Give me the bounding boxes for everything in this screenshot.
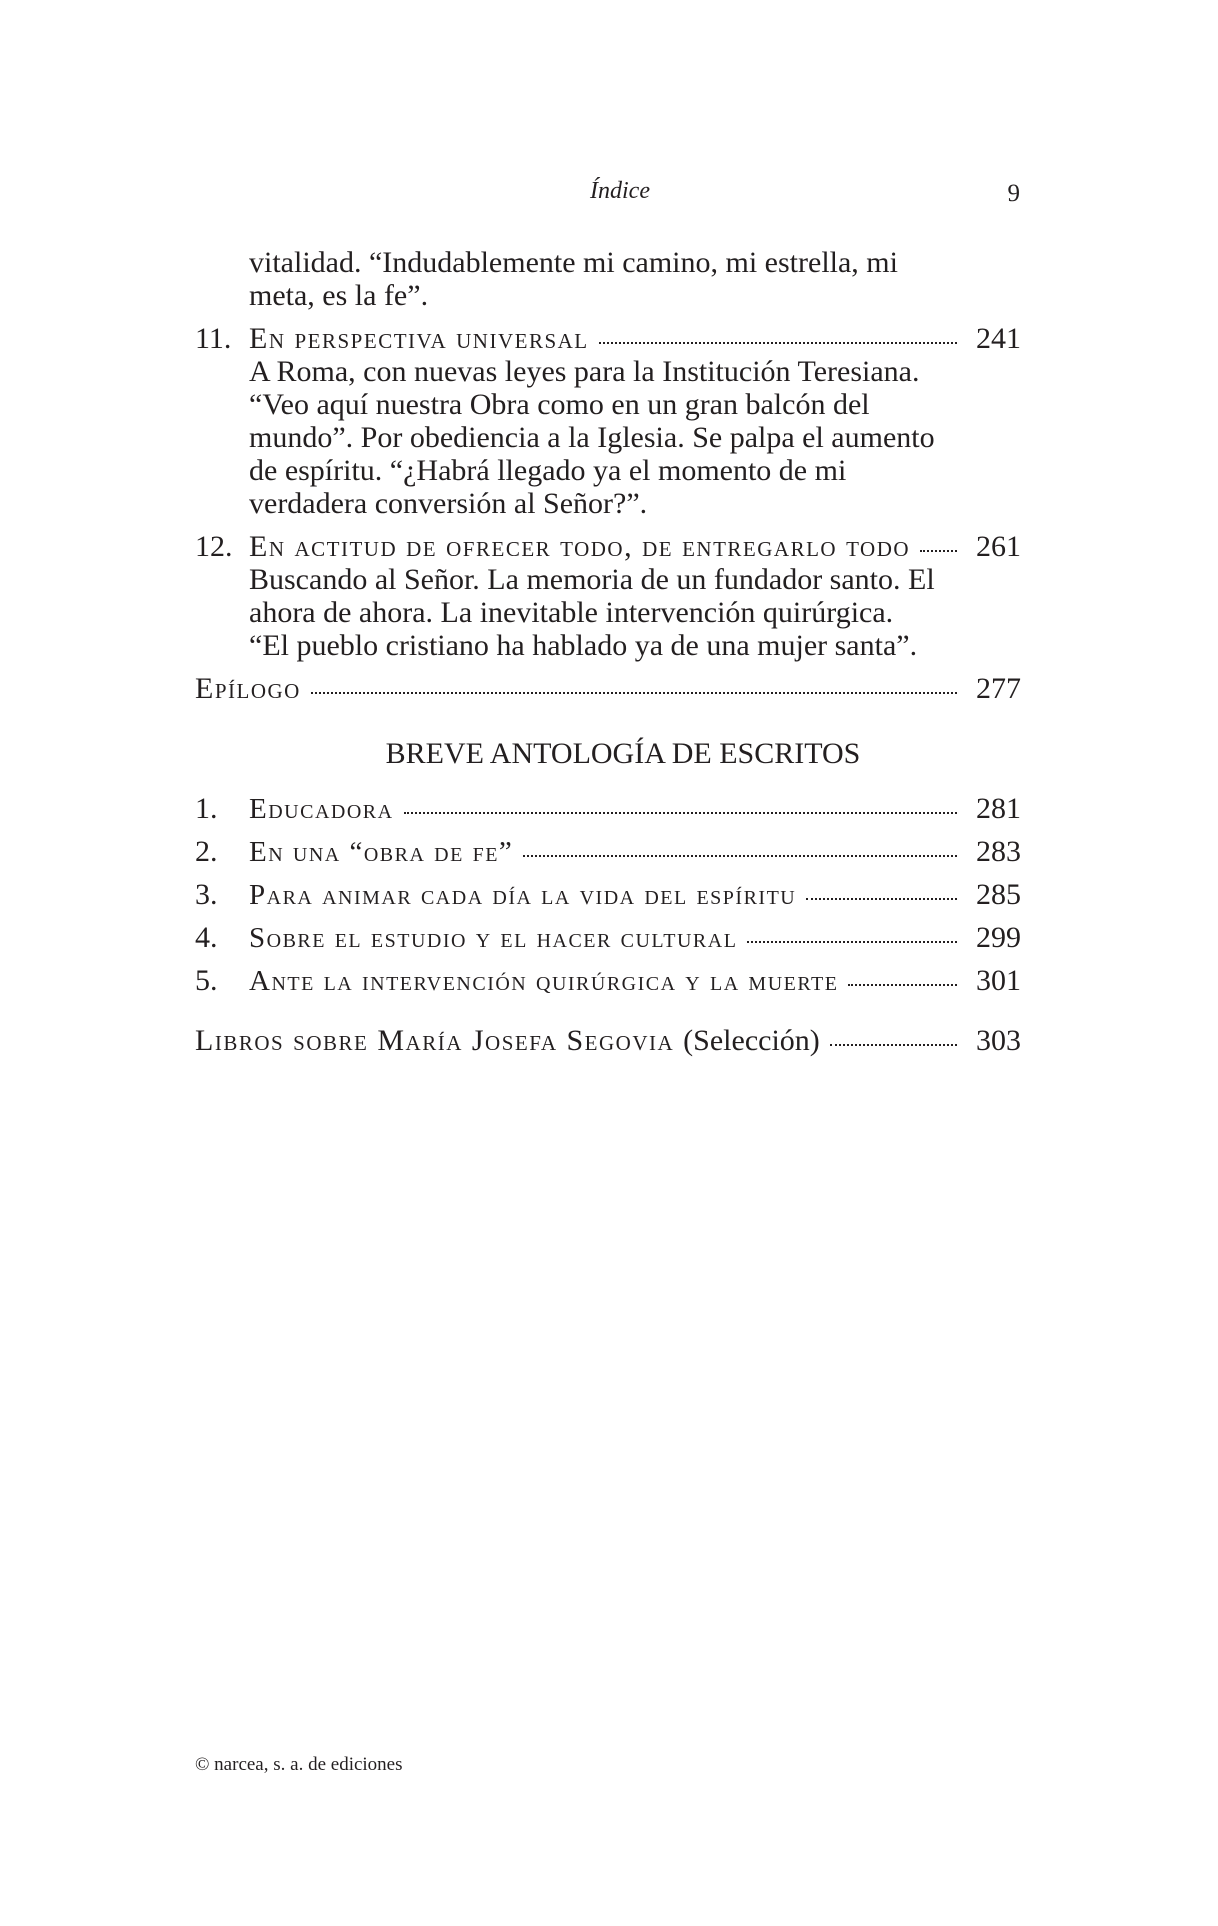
toc-entry [195, 322, 1021, 355]
dot-leader [848, 984, 957, 986]
libros-title-text: Libros sobre María Josefa Segovia [195, 1024, 675, 1057]
continuation-text: vitalidad. “Indudablemente mi camino, mi estrella, mi meta, es la fe”. [249, 246, 898, 312]
dot-leader [830, 1044, 957, 1046]
libros-title [195, 1024, 820, 1057]
toc-chapter-11 [195, 322, 1021, 520]
anthology-item [195, 964, 1021, 998]
anthology-item [195, 921, 1021, 955]
anthology-item [195, 878, 1021, 912]
running-title: Índice [590, 178, 650, 204]
anthology-item [195, 835, 1021, 869]
epilogo-page: 277 [976, 672, 1021, 705]
chapter-description: Buscando al Señor. La memoria de un fundador santo. El ahora de ahora. La inevitable intervención quirúrgica. “El pueblo cristiano ha hablado ya de una mujer santa”. [249, 563, 935, 662]
dot-leader [747, 941, 957, 943]
dot-leader [404, 812, 957, 814]
dot-leader [920, 550, 957, 552]
dot-leader [599, 342, 957, 344]
libros-title-suffix: (Selección) [683, 1024, 820, 1057]
item-title: Ante la intervención quirúrgica y la muerte [249, 965, 839, 997]
toc-chapter-12 [195, 530, 1021, 662]
chapter-page: 241 [976, 322, 1021, 355]
item-number: 5. [195, 964, 218, 997]
toc-entry [195, 530, 1021, 563]
anthology-heading: BREVE ANTOLOGÍA DE ESCRITOS [385, 737, 861, 770]
item-page: 283 [976, 835, 1021, 868]
chapter-title: En perspectiva universal [249, 322, 589, 355]
item-title: Sobre el estudio y el hacer cultural [249, 922, 738, 954]
anthology-item [195, 792, 1021, 826]
dot-leader [311, 692, 957, 694]
table-of-contents [195, 246, 1021, 1057]
item-title: Para animar cada día la vida del espíritu [249, 879, 797, 911]
item-page: 281 [976, 792, 1021, 825]
item-number: 1. [195, 792, 218, 825]
item-number: 4. [195, 921, 218, 954]
dot-leader [806, 898, 957, 900]
chapter-description: A Roma, con nuevas leyes para la Institución Teresiana. “Veo aquí nuestra Obra como en un gran balcón del mundo”. Por obediencia a la Iglesia. Se palpa el aumento de espíritu. “¿Habrá llegado ya el momento de mi verdadera conversión al Señor?”. [249, 355, 935, 520]
item-page: 299 [976, 921, 1021, 954]
anthology-list [195, 792, 1021, 998]
chapter-number: 12. [195, 530, 233, 563]
page-number: 9 [1007, 180, 1020, 207]
dot-leader [523, 855, 957, 857]
toc-epilogo [195, 672, 1021, 705]
chapter-title: En actitud de ofrecer todo, de entregarlo todo [249, 530, 911, 563]
item-number: 2. [195, 835, 218, 868]
item-title: Educadora [249, 793, 394, 825]
libros-page: 303 [976, 1024, 1021, 1057]
chapter-page: 261 [976, 530, 1021, 563]
copyright-notice: © narcea, s. a. de ediciones [195, 1754, 403, 1775]
item-page: 285 [976, 878, 1021, 911]
item-title: En una “obra de fe” [249, 836, 514, 868]
chapter-number: 11. [195, 322, 232, 355]
toc-libros [195, 1024, 1021, 1057]
item-number: 3. [195, 878, 218, 911]
item-page: 301 [976, 964, 1021, 997]
epilogo-title: Epílogo [195, 672, 301, 705]
